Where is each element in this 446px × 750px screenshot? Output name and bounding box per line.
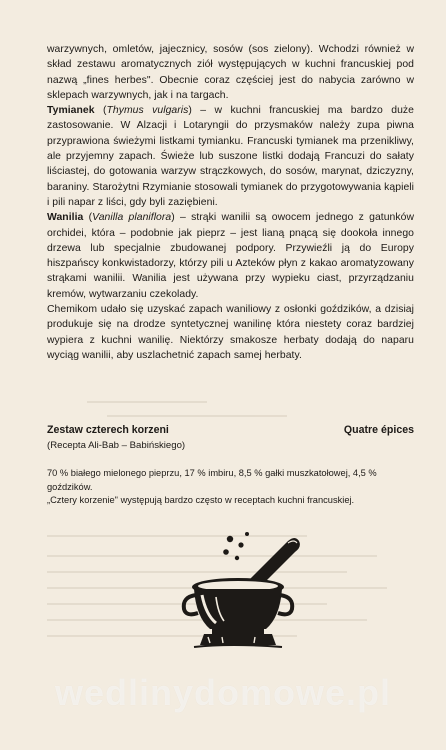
heading-wanilia: Wanilia bbox=[47, 212, 84, 224]
paragraph-tymianek: Tymianek (Thymus vulgaris) – w kuchni francuskiej ma bardzo duże zastosowanie. W Alzacji i Lotaryngii do przysmaków należy zupa piwna przyprawiona świeżymi listkami tymianku. Francuski tymianek ma przenikliwy, ale przyjemny zapach. Świeże lub suszone listki dodają Francuzi do sałaty liściastej, do gotowania warzyw strączkowych, do sosów, marynat, dziczyzny, baraniny. Starożytni Rzymianie stosowali tymianek do przygotowywania kąpieli i pili napar z liści, gdy byli zaziębieni. bbox=[47, 105, 414, 208]
recipe-body bbox=[47, 467, 417, 508]
paragraph-wanilia: Wanilia (Vanilla planiflora) – strąki wanilii są owocem jednego z gatunków orchidei, która – podobnie jak pieprz – jest lianą pnącą się dookoła innego drzewa lub specjalnie zbudowanej podpory. Przywieźli ją do Europy hiszpańscy konkwistadorzy, którzy pili u Azteków płyn z kakao aromatyzowany strąkami wanilii. Wanilia jest używana przy wypieku ciast, przyrządzaniu kremów, wytwarzaniu czekolady. bbox=[47, 212, 414, 300]
recipe-ingredients: 70 % białego mielonego pieprzu, 17 % imbiru, 8,5 % gałki muszkatołowej, 4,5 % goździków. bbox=[47, 468, 377, 492]
paragraph-rozne: warzywnych, omletów, jajecznicy, sosów (sos zielony). Wchodzi również w skład zestawu aromatycznych ziół występujących w kuchni francuskiej pod nazwą „fines herbes". Obecnie coraz częściej jest do nabycia zarówno w sklepach warzywnych, jak i na targach. bbox=[47, 44, 414, 101]
paragraph-chemikom: Chemikom udało się uzyskać zapach waniliowy z osłonki goździków, a dzisiaj produkuje się na drodze syntetycznej wanilinę która niestety coraz bardziej wypiera z kuchni wanilię. Niektórzy smakosze herbaty dodają do naparu wyciąg wanilii, aby uszlachetnić zapach samej herbaty. bbox=[47, 304, 414, 361]
recipe-title: Zestaw czterech korzeni bbox=[47, 424, 169, 436]
recipe-note: „Cztery korzenie" występują bardzo często w receptach kuchni francuskiej. bbox=[47, 495, 355, 505]
mortar-and-pestle-illustration bbox=[160, 525, 310, 655]
latin-name-vanilla: Vanilla planiflora bbox=[92, 212, 172, 224]
recipe-title-french: Quatre épices bbox=[343, 424, 414, 436]
latin-name-thymus: Thymus vulgaris bbox=[106, 105, 189, 117]
watermark: wedlinydomowe.pl bbox=[54, 672, 392, 713]
heading-tymianek: Tymianek bbox=[47, 105, 95, 117]
recipe-source: (Recepta Ali-Bab – Babińskiego) bbox=[47, 440, 186, 451]
main-text bbox=[47, 42, 414, 363]
